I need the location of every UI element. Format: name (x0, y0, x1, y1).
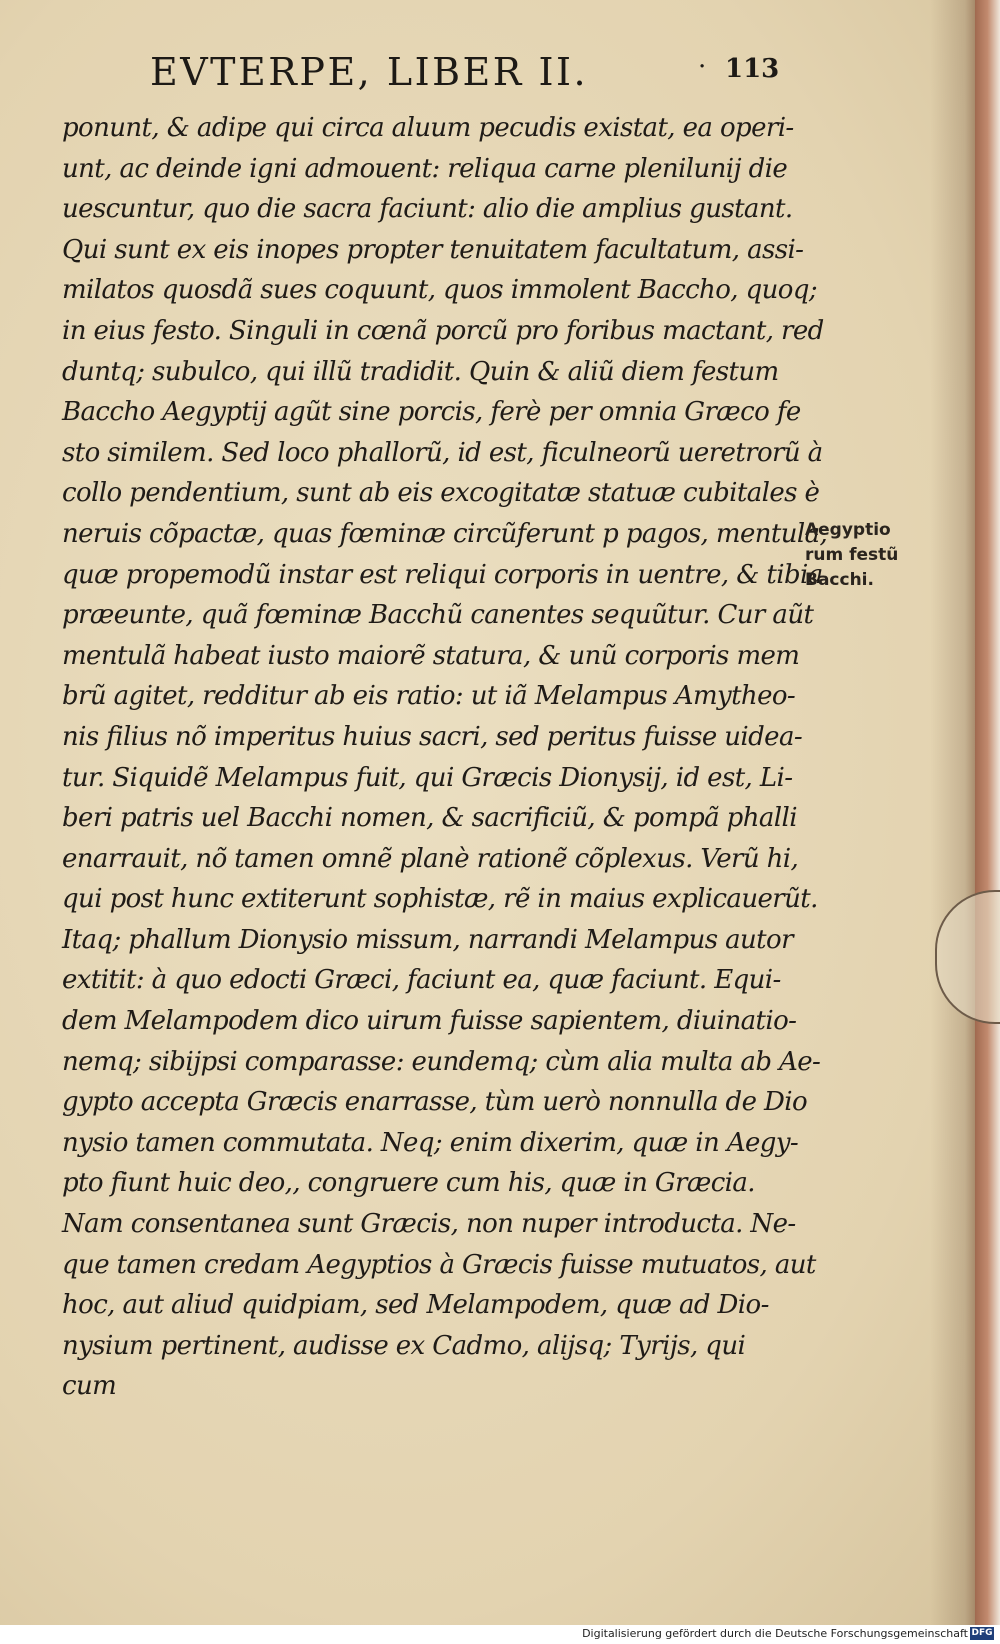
text-line: beri patris uel Bacchi nomen, & sacrificiũ, & pompã phalli (62, 803, 797, 834)
text-line: sto similem. Sed loco phallorũ, id est, ficulneorũ ueretrorũ à (62, 437, 823, 468)
marginal-note (805, 518, 905, 593)
text-line: Itaq; phallum Dionysio missum, narrandi Melampus autor (62, 924, 793, 955)
text-line: que tamen credam Aegyptios à Græcis fuisse mutuatos, aut (62, 1249, 816, 1280)
text-line: enarrauit, nõ tamen omnẽ planè rationẽ cõplexus. Verũ hi, (62, 843, 799, 874)
text-line: Nam consentanea sunt Græcis, non nuper introducta. Ne- (62, 1209, 796, 1240)
text-line: nysium pertinent, audisse ex Cadmo, alijsq; Tyrijs, qui (62, 1330, 746, 1361)
text-line: Baccho Aegyptij agũt sine porcis, ferè per omnia Græco fe (62, 397, 801, 428)
text-line: cum (62, 1371, 117, 1402)
text-line: mentulã habeat iusto maiorẽ statura, & unũ corporis mem (62, 640, 800, 671)
text-line: ponunt, & adipe qui circa aluum pecudis existat, ea operi- (62, 113, 794, 143)
text-line: tur. Siquidẽ Melampus fuit, qui Græcis Dionysij, id est, Li- (62, 762, 793, 793)
page-header (150, 50, 800, 100)
text-line: neruis cõpactæ, quas fœminæ circũferunt p pagos, mentula, (62, 518, 828, 549)
folio-dot: · (698, 52, 707, 82)
text-line: nysio tamen commutata. Neq; enim dixerim, quæ in Aegy- (62, 1127, 799, 1158)
dfg-logo: DFG (971, 1628, 993, 1638)
text-line: in eius festo. Singuli in cœnã porcũ pro foribus mactant, red (62, 315, 824, 346)
marginal-note-line: rum festũ (805, 545, 899, 565)
text-line: extitit: à quo edocti Græci, faciunt ea, quæ faciunt. Equi- (62, 965, 781, 996)
marginal-note-line: Bacchi. (805, 570, 874, 590)
text-line: Qui sunt ex eis inopes propter tenuitatem facultatum, assi- (62, 234, 804, 265)
page-gutter-shadow (930, 0, 980, 1625)
text-line: nemq; sibijpsi comparasse: eundemq; cùm alia multa ab Ae- (62, 1046, 821, 1077)
text-line: unt, ac deinde igni admouent: reliqua carne plenilunij die (62, 153, 788, 184)
text-line: hoc, aut aliud quidpiam, sed Melampodem, quæ ad Dio- (62, 1290, 769, 1321)
funding-credit: Digitalisierung gefördert durch die Deutsche Forschungsgemeinschaft (582, 1627, 968, 1640)
text-line: quæ propemodũ instar est reliqui corporis in uentre, & tibia (62, 559, 823, 590)
running-head: EVTERPE, LIBER II. (150, 50, 589, 94)
text-line: duntq; subulco, qui illũ tradidit. Quin & aliũ diem festum (62, 356, 779, 387)
text-line: nis filius nõ imperitus huius sacri, sed peritus fuisse uidea- (62, 721, 803, 752)
page-edge (975, 0, 1000, 1625)
body-text (62, 108, 828, 1407)
text-line: uescuntur, quo die sacra faciunt: alio die amplius gustant. (62, 194, 793, 225)
text-line: qui post hunc extiterunt sophistæ, rẽ in maius explicauerũt. (62, 884, 818, 915)
text-line: collo pendentium, sunt ab eis excogitatæ statuæ cubitales è (62, 478, 820, 509)
text-line: dem Melampodem dico uirum fuisse sapientem, diuinatio- (62, 1006, 797, 1037)
text-line: gypto accepta Græcis enarrasse, tùm uerò nonnulla de Dio (62, 1087, 808, 1118)
page-number: 113 (725, 54, 780, 84)
marginal-note-line: Aegyptio (805, 520, 891, 540)
text-line: præeunte, quã fœminæ Bacchũ canentes sequũtur. Cur aũt (62, 600, 814, 631)
text-line: brũ agitet, redditur ab eis ratio: ut iã Melampus Amytheo- (62, 681, 796, 712)
text-line: milatos quosdã sues coquunt, quos immolent Baccho, quoq; (62, 275, 818, 306)
text-line: pto fiunt huic deo,, congruere cum his, quæ in Græcia. (62, 1168, 755, 1199)
